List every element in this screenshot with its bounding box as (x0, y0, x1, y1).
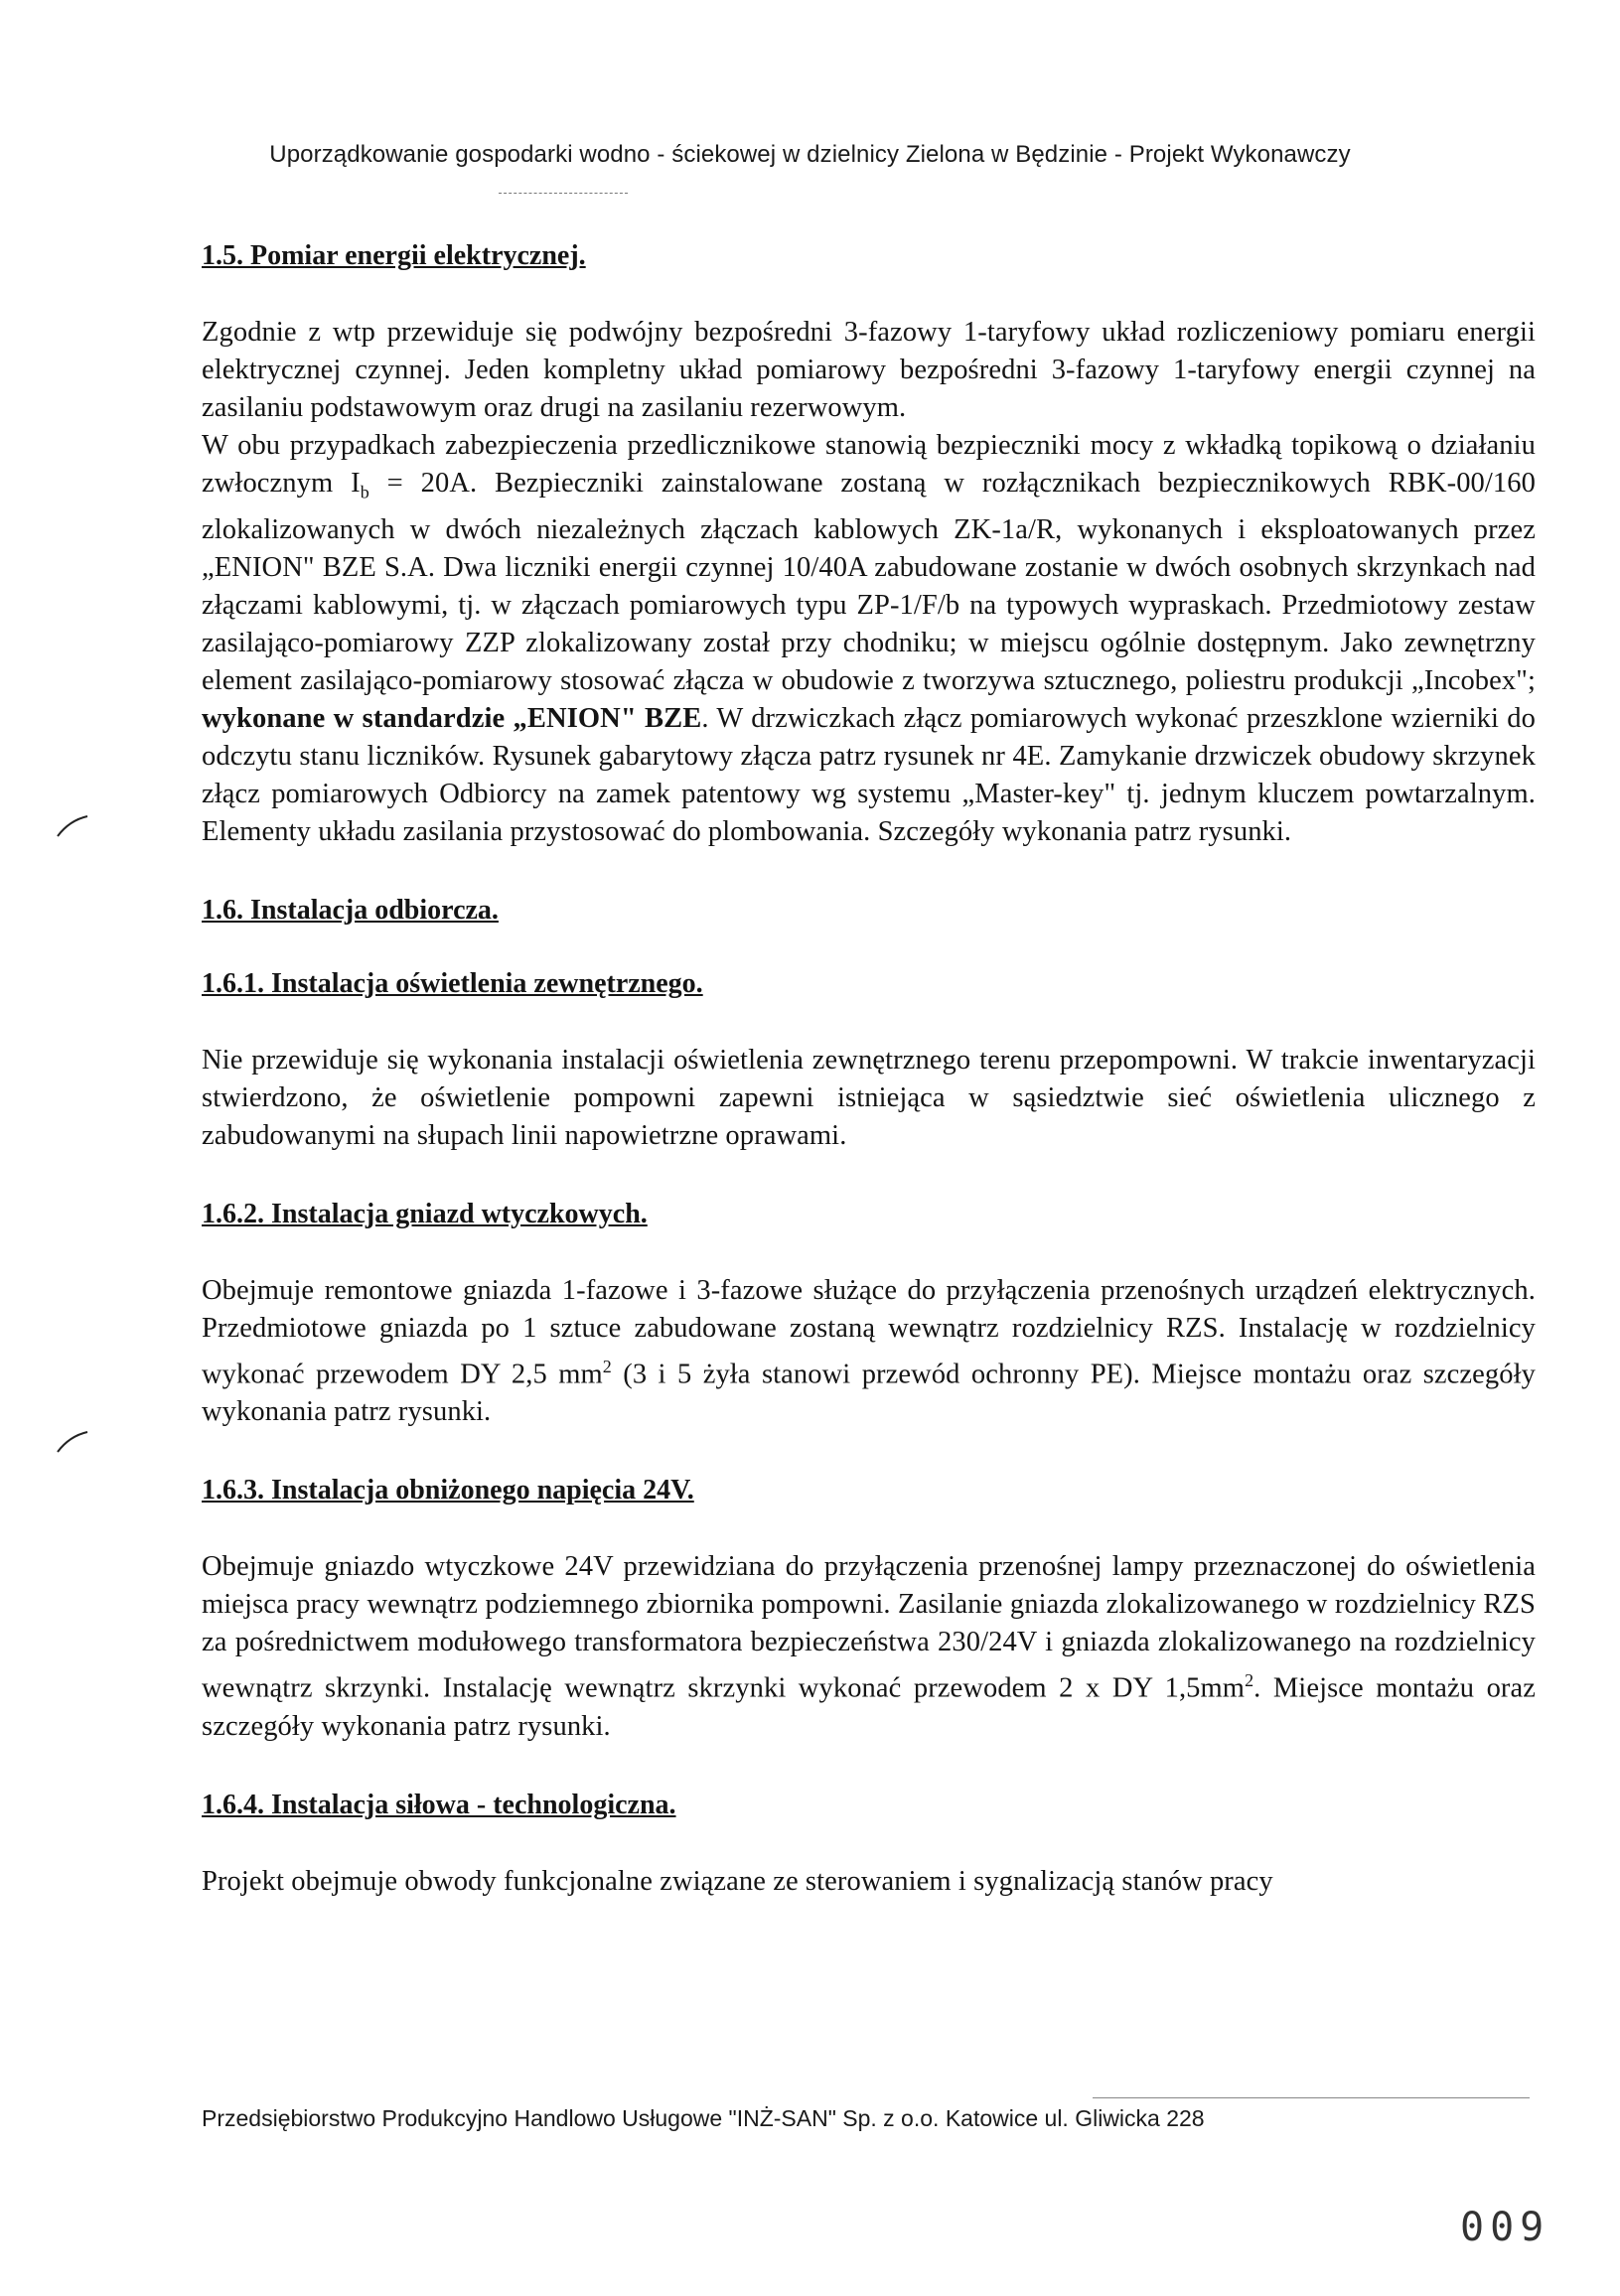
running-header: Uporządkowanie gospodarki wodno - ściekowej w dzielnicy Zielona w Będzinie - Projekt Wykonawczy (269, 141, 1351, 168)
paragraph-text: . Miejsce montażu oraz szczegóły wykonania patrz rysunki. (202, 1672, 1537, 1742)
margin-tick-mark (56, 1430, 89, 1454)
subscript-b: b (360, 482, 369, 502)
header-divider (499, 193, 628, 194)
margin-tick-mark (56, 814, 89, 838)
paragraph-1-6-1: Nie przewiduje się wykonania instalacji oświetlenia zewnętrznego terenu przepompowni. W trakcie inwentaryzacji stwierdzono, że oświetlenie pompowni zapewni istniejąca w sąsiedztwie sieć oświetlenia ulicznego z zabudowanymi na słupach linii napowietrzne oprawami. (202, 1044, 1536, 1151)
superscript-2: 2 (1245, 1670, 1254, 1691)
section-heading-1-5: 1.5. Pomiar energii elektrycznej. (202, 240, 586, 271)
section-heading-1-6: 1.6. Instalacja odbiorcza. (202, 894, 499, 926)
paragraph-1-6-3 (202, 1548, 1536, 1746)
paragraph-text: = 20A. Bezpieczniki zainstalowane zostaną w rozłącznikach bezpiecznikowych RBK-00/160 zlokalizowanych w dwóch niezależnych złączach kablowych ZK-1a/R, wykonanych i eksploatowanych przez „ENION" BZE S.A. Dwa liczniki energii czynnej 10/40A zabudowane zostanie w dwóch osobnych skrzynkach nad złączami kablowymi, tj. w złączach pomiarowych typu ZP-1/F/b na typowych wypraskach. Przedmiotowy zestaw zasilająco-pomiarowy ZZP zlokalizowany został przy chodniku; w miejscu ogólnie dostępnym. Jako zewnętrzny element zasilająco-pomiarowy stosować złącza w obudowie z tworzywa sztucznego, poliestru produkcji „Incobex"; (202, 468, 1536, 696)
paragraph-1-5-b (202, 427, 1536, 851)
section-heading-1-6-1: 1.6.1. Instalacja oświetlenia zewnętrznego. (202, 967, 703, 999)
paragraph-text: Obejmuje remontowe gniazda 1-fazowe i 3-fazowe służące do przyłączenia przenośnych urządzeń elektrycznych. Przedmiotowe gniazda po 1 sztuce zabudowane zostaną wewnątrz rozdzielnicy RZS. Instalację w rozdzielnicy wykonać przewodem DY 2,5 mm (202, 1274, 1536, 1390)
section-heading-1-6-4: 1.6.4. Instalacja siłowa - technologiczna. (202, 1789, 676, 1820)
section-heading-1-6-3: 1.6.3. Instalacja obniżonego napięcia 24V. (202, 1475, 694, 1507)
page-number: 009 (1460, 2205, 1550, 2250)
paragraph-text: W obu przypadkach zabezpieczenia przedlicznikowe stanowią bezpieczniki mocy z wkładką topikową o działaniu zwłocznym I (202, 430, 1536, 499)
superscript-2: 2 (602, 1356, 612, 1376)
paragraph-text: . W drzwiczkach złącz pomiarowych wykonać przeszklone wzierniki do odczytu stanu liczników. Rysunek gabarytowy złącza patrz rysunek nr 4E. Zamykanie drzwiczek obudowy skrzynek złącz pomiarowych Odbiorcy na zamek patentowy wg systemu „Master-key" tj. jednym kluczem powtarzalnym. Elementy układu zasilania przystosować do plombowania. Szczegóły wykonania patrz rysunki. (202, 702, 1536, 847)
paragraph-text: Obejmuje gniazdo wtyczkowe 24V przewidziana do przyłączenia przenośnej lampy przeznaczonej do oświetlenia miejsca pracy wewnątrz podziemnego zbiornika pompowni. Zasilanie gniazda zlokalizowanego w rozdzielnicy RZS za pośrednictwem modułowego transformatora bezpieczeństwa 230/24V i gniazda zlokalizowanego na rozdzielnicy wewnątrz skrzynki. Instalację wewnątrz skrzynki wykonać przewodem 2 x DY 1,5mm (202, 1551, 1536, 1704)
paragraph-1-5-a: Zgodnie z wtp przewiduje się podwójny bezpośredni 3-fazowy 1-taryfowy układ rozliczeniowy pomiaru energii elektrycznej czynnej. Jeden kompletny układ pomiarowy bezpośredni 3-fazowy 1-taryfowy energii czynnej na zasilaniu podstawowym oraz drugi na zasilaniu rezerwowym. (202, 317, 1536, 423)
section-heading-1-6-2: 1.6.2. Instalacja gniazd wtyczkowych. (202, 1198, 648, 1229)
footer-company-line: Przedsiębiorstwo Produkcyjno Handlowo Usługowe "INŻ-SAN" Sp. z o.o. Katowice ul. Gliwicka 228 (202, 2105, 1205, 2131)
bold-phrase: wykonane w standardzie „ENION" BZE (202, 702, 702, 734)
footer-divider (1093, 2097, 1530, 2098)
document-body (202, 238, 1536, 1901)
paragraph-1-6-4: Projekt obejmuje obwody funkcjonalne związane ze sterowaniem i sygnalizacją stanów pracy (202, 1865, 1273, 1897)
paragraph-text: (3 i 5 żyła stanowi przewód ochronny PE). Miejsce montażu oraz szczegóły wykonania patrz rysunki. (202, 1359, 1536, 1428)
paragraph-1-6-2 (202, 1272, 1536, 1432)
